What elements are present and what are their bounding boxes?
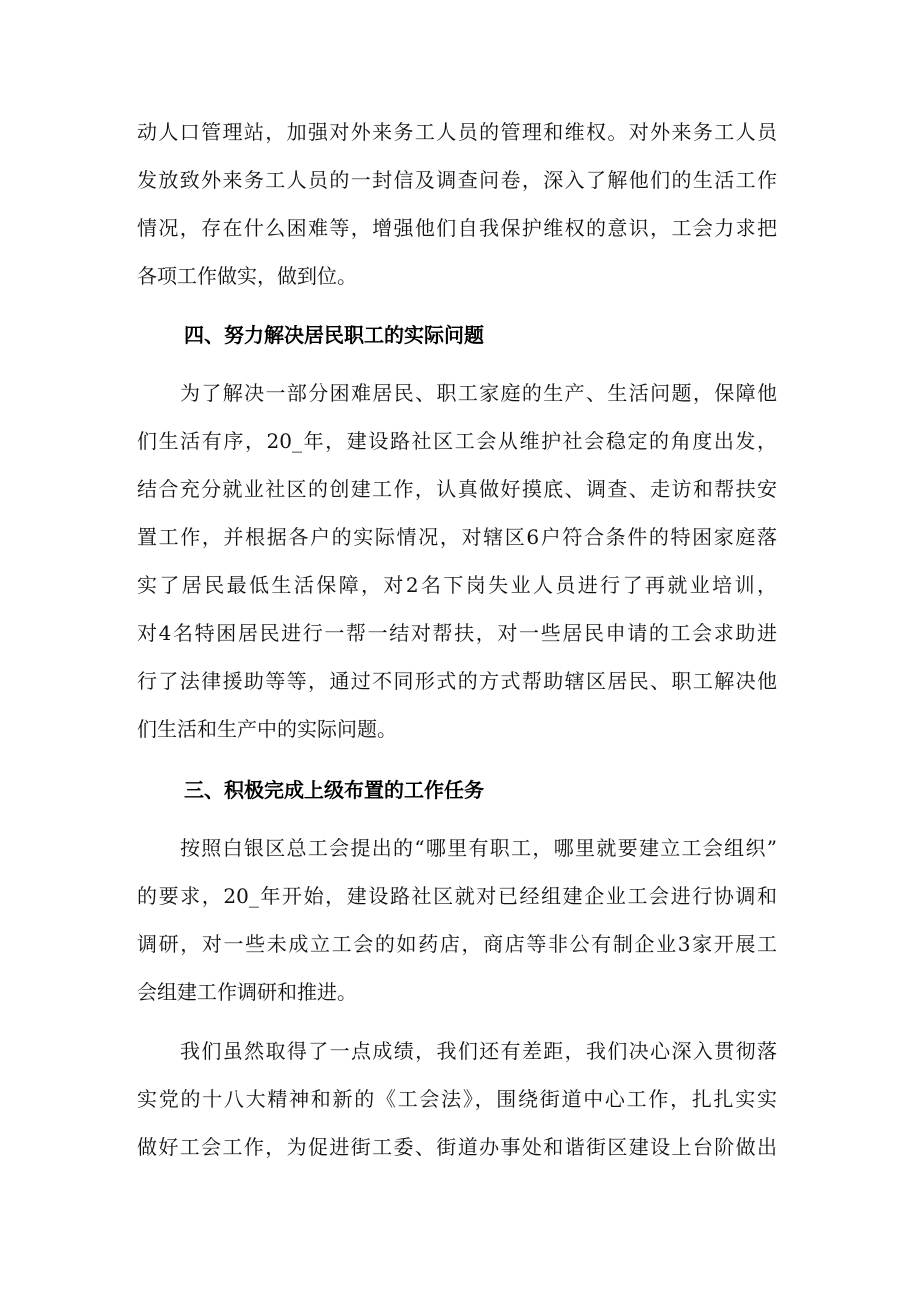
paragraph-line: 们生活有序，20_年，建设路社区工会从维护社会稳定的角度出发，: [137, 429, 777, 453]
paragraph-line: 的要求，20_年开始，建设路社区就对已经组建企业工会进行协调和: [137, 884, 777, 908]
section-heading-four: 四、努力解决居民职工的实际问题: [184, 323, 484, 347]
paragraph-line: 动人口管理站，加强对外来务工人员的管理和维权。对外来务工人员: [137, 120, 777, 144]
paragraph-line: 会组建工作调研和推进。: [137, 980, 357, 1004]
paragraph-line: 为了解决一部分困难居民、职工家庭的生产、生活问题，保障他: [180, 381, 777, 405]
paragraph-line: 实党的十八大精神和新的《工会法》，围绕街道中心工作，扎扎实实: [137, 1087, 777, 1111]
paragraph-line: 按照白银区总工会提出的“哪里有职工，哪里就要建立工会组织”: [180, 836, 777, 860]
paragraph-line: 发放致外来务工人员的一封信及调查问卷，深入了解他们的生活工作: [137, 168, 777, 192]
paragraph-line: 各项工作做实，做到位。: [137, 264, 357, 288]
section-heading-three: 三、积极完成上级布置的工作任务: [184, 778, 484, 802]
paragraph-line: 行了法律援助等等，通过不同形式的方式帮助辖区居民、职工解决他: [137, 669, 777, 693]
paragraph-line: 我们虽然取得了一点成绩，我们还有差距，我们决心深入贯彻落: [180, 1039, 777, 1063]
paragraph-line: 对4名特困居民进行一帮一结对帮扶，对一些居民申请的工会求助进: [137, 621, 777, 645]
paragraph-line: 调研，对一些未成立工会的如药店，商店等非公有制企业3家开展工: [137, 932, 777, 956]
paragraph-line: 做好工会工作，为促进街工委、街道办事处和谐街区建设上台阶做出: [137, 1135, 777, 1159]
paragraph-line: 置工作，并根据各户的实际情况，对辖区6户符合条件的特困家庭落: [137, 525, 777, 549]
paragraph-line: 们生活和生产中的实际问题。: [137, 717, 397, 741]
paragraph-line: 实了居民最低生活保障，对2名下岗失业人员进行了再就业培训，: [137, 573, 777, 597]
paragraph-line: 结合充分就业社区的创建工作，认真做好摸底、调查、走访和帮扶安: [137, 477, 777, 501]
paragraph-line: 情况，存在什么困难等，增强他们自我保护维权的意识，工会力求把: [137, 216, 777, 240]
